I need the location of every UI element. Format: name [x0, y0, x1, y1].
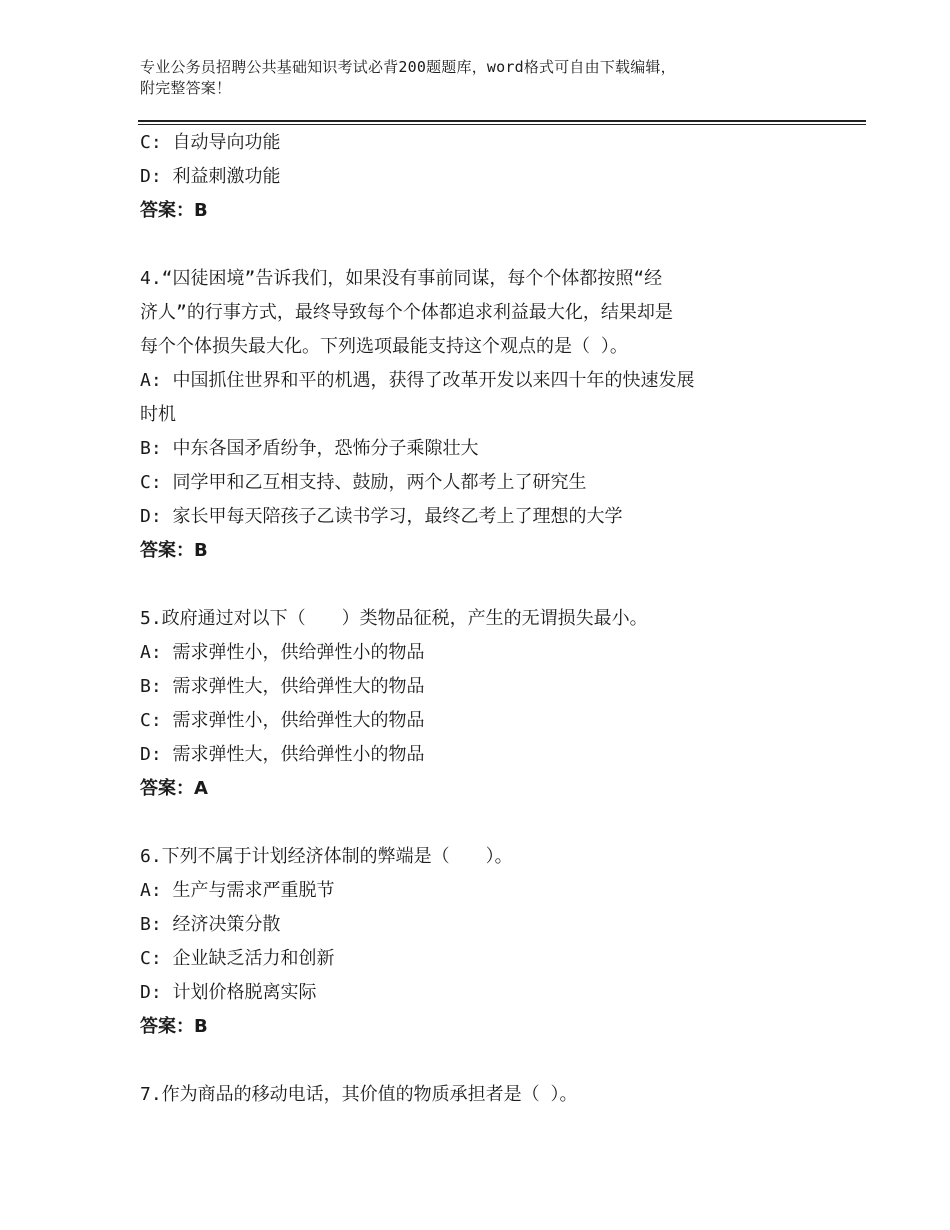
- spacer: [140, 806, 820, 840]
- option-d: D: 家长甲每天陪孩子乙读书学习，最终乙考上了理想的大学: [140, 506, 623, 527]
- question-3-continued: [140, 126, 820, 228]
- answer-label: 答案：B: [140, 540, 208, 561]
- option-b: B: 中东各国矛盾纷争，恐怖分子乘隙壮大: [140, 438, 479, 459]
- question-5: [140, 602, 820, 806]
- header-line-2: 附完整答案！: [140, 79, 232, 97]
- option-b: B: 需求弹性大，供给弹性大的物品: [140, 676, 425, 697]
- question-stem-line: 4.“囚徒困境”告诉我们，如果没有事前同谋，每个个体都按照“经: [140, 268, 663, 289]
- answer-label: 答案：B: [140, 1016, 208, 1037]
- question-stem-line: 每个个体损失最大化。下列选项最能支持这个观点的是（ ）。: [140, 336, 628, 357]
- option-c: C: 需求弹性小，供给弹性大的物品: [140, 710, 425, 731]
- question-4: [140, 262, 820, 568]
- option-d: D: 计划价格脱离实际: [140, 982, 317, 1003]
- spacer: [140, 568, 820, 602]
- header-line-1: 专业公务员招聘公共基础知识考试必背200题题库，word格式可自由下载编辑，: [140, 58, 676, 76]
- question-6: [140, 840, 820, 1044]
- option-d: D: 需求弹性大，供给弹性小的物品: [140, 744, 425, 765]
- question-content: [140, 126, 820, 1112]
- spacer: [140, 1044, 820, 1078]
- question-stem: 7.作为商品的移动电话，其价值的物质承担者是（ ）。: [140, 1084, 578, 1105]
- option-c: C: 自动导向功能: [140, 132, 281, 153]
- question-stem-line: 济人”的行事方式，最终导致每个个体都追求利益最大化，结果却是: [140, 302, 673, 323]
- option-a: A: 生产与需求严重脱节: [140, 880, 335, 901]
- option-d: D: 利益刺激功能: [140, 166, 281, 187]
- option-a-continued: 时机: [140, 404, 176, 425]
- document-header: [140, 57, 840, 99]
- header-rule-thin: [138, 124, 866, 125]
- question-stem: 6.下列不属于计划经济体制的弊端是（ ）。: [140, 846, 513, 867]
- option-c: C: 企业缺乏活力和创新: [140, 948, 335, 969]
- question-7: [140, 1078, 820, 1112]
- option-a: A: 中国抓住世界和平的机遇，获得了改革开发以来四十年的快速发展: [140, 370, 695, 391]
- header-rule-thick: [138, 120, 866, 122]
- question-stem: 5.政府通过对以下（ ）类物品征税，产生的无谓损失最小。: [140, 608, 648, 629]
- option-a: A: 需求弹性小，供给弹性小的物品: [140, 642, 425, 663]
- spacer: [140, 228, 820, 262]
- option-c: C: 同学甲和乙互相支持、鼓励，两个人都考上了研究生: [140, 472, 587, 493]
- answer-label: 答案：A: [140, 778, 208, 799]
- answer-label: 答案：B: [140, 200, 208, 221]
- option-b: B: 经济决策分散: [140, 914, 281, 935]
